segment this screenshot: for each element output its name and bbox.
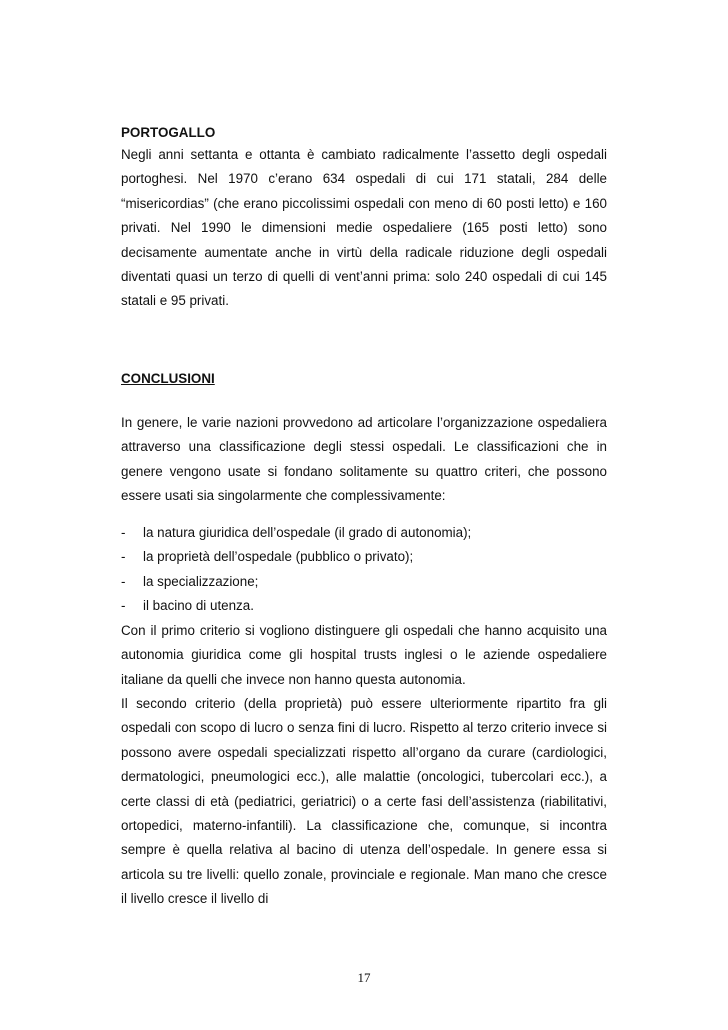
section-heading-portogallo: PORTOGALLO — [121, 125, 216, 140]
list-item-text: la specializzazione; — [143, 573, 259, 589]
paragraph-conclusioni-intro: In genere, le varie nazioni provvedono ad articolare l’organizzazione ospedaliera attraverso una classificazione degli stessi ospedali. Le classificazioni che in genere vengono usate si fondano solitamente su quattro criteri, che possono essere usati sia singolarmente che complessivamente: — [121, 415, 607, 504]
list-item-text: la natura giuridica dell’ospedale (il grado di autonomia); — [143, 525, 472, 540]
list-dash: - — [121, 549, 126, 565]
list-item-text: la proprietà dell’ospedale (pubblico o privato); — [143, 549, 414, 565]
page-number: 17 — [357, 970, 371, 985]
list-dash: - — [121, 573, 126, 589]
list-item — [121, 545, 607, 569]
paragraph-conclusioni-2: Il secondo criterio (della proprietà) può essere ulteriormente ripartito fra gli ospedali con scopo di lucro o senza fini di lucro. Rispetto al terzo criterio invece si possono avere ospedali specializzati rispetto all’organo da curare (cardiologici, dermatologici, pneumologici ecc.), alle malattie (oncologici, tubercolari ecc.), a certe classi di età (pediatrici, geriatrici) o a certe fasi dell’assistenza (riabilitativi, ortopedici, materno-infantili). La classificazione che, comunque, si incontra sempre è quella relativa al bacino di utenza dell’ospedale. In genere essa si articola su tre livelli: quello zonale, provinciale e regionale. Man mano che cresce il livello cresce il livello di — [121, 696, 607, 907]
list-dash: - — [121, 525, 126, 540]
list-item — [121, 570, 607, 594]
paragraph-portogallo: Negli anni settanta e ottanta è cambiato radicalmente l’assetto degli ospedali portoghesi. Nel 1970 c’erano 634 ospedali di cui 171 statali, 284 delle “misericordias” (che erano piccolissimi ospedali con meno di 60 posti letto) e 160 privati. Nel 1990 le dimensioni medie ospedaliere (165 posti letto) sono decisamente aumentate anche in virtù della radicale riduzione degli ospedali diventati quasi un terzo di quelli di vent’anni prima: solo 240 ospedali di cui 145 statali e 95 privati. — [121, 147, 607, 309]
section-heading-conclusioni: CONCLUSIONI — [121, 371, 215, 386]
list-item — [121, 521, 607, 545]
list-item-text: il bacino di utenza. — [143, 598, 254, 614]
list-item — [121, 594, 607, 618]
list-dash: - — [121, 598, 126, 614]
paragraph-conclusioni-1: Con il primo criterio si vogliono distinguere gli ospedali che hanno acquisito una autonomia giuridica come gli hospital trusts inglesi o le aziende ospedaliere italiane da quelli che invece non hanno questa autonomia. — [121, 623, 607, 687]
criteria-list — [121, 521, 607, 619]
